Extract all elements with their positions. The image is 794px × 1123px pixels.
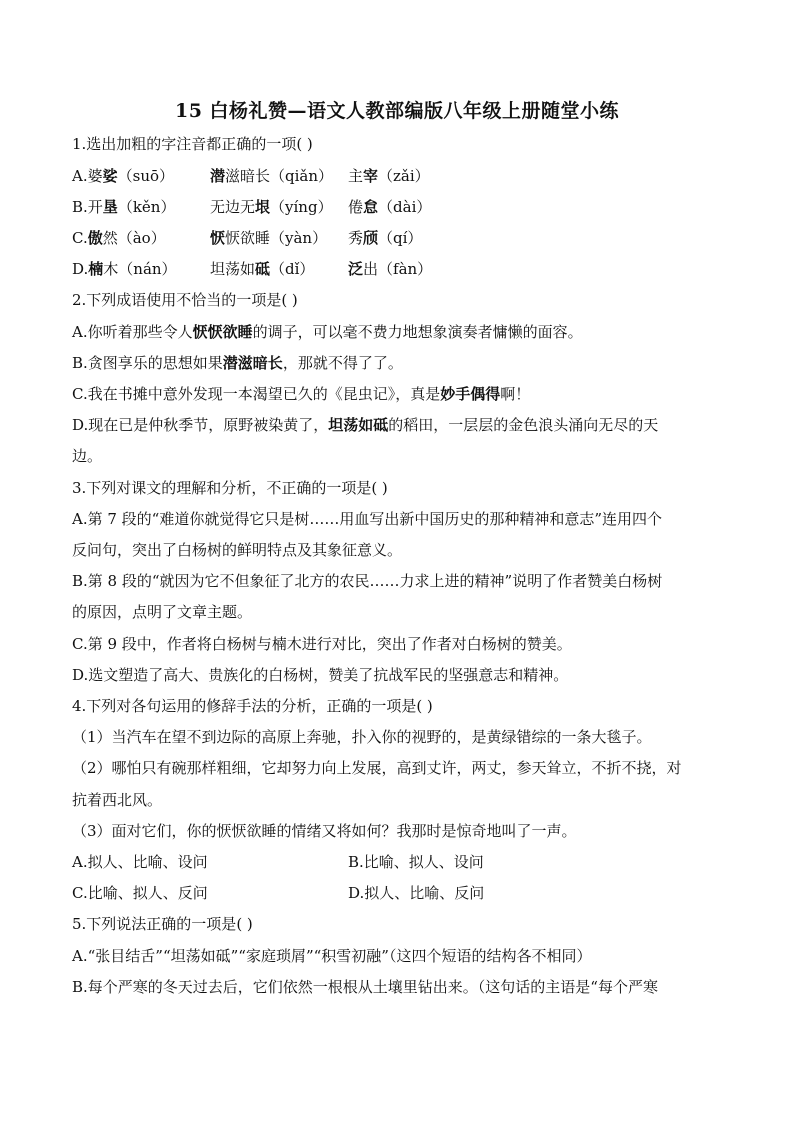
q3-option-a-continued: 反问句，突出了白杨树的鲜明特点及其象征意义。 <box>72 541 403 559</box>
q5-stem: 5.下列说法正确的一项是( ) <box>72 915 253 933</box>
q1-option-row-d: D.楠木（nán） 坦荡如砥（dǐ） 泛出（fàn） <box>72 260 433 278</box>
q4-sentence-3: （3）面对它们，你的恹恹欲睡的情绪又将如何？我那时是惊奇地叫了一声。 <box>72 822 577 840</box>
q3-option-a: A.第 7 段的“难道你就觉得它只是树……用血写出新中国历史的那种精神和意志”连用四个 <box>72 510 663 528</box>
q4-option-a: A.拟人、比喻、设问 <box>72 853 208 871</box>
q1-option-row-c: C.傲然（ào） 恹恹欲睡（yàn） 秀颀（qí） <box>72 229 423 247</box>
page-title: 15 白杨礼赞—语文人教部编版八年级上册随堂小练 <box>174 100 620 122</box>
q3-option-c: C.第 9 段中，作者将白杨树与楠木进行对比，突出了作者对白杨树的赞美。 <box>72 635 572 653</box>
q4-sentence-2: （2）哪怕只有碗那样粗细，它却努力向上发展，高到丈许，两丈，参天耸立，不折不挠，对 <box>72 759 682 777</box>
q5-option-a: A.“张目结舌”“坦荡如砥”“家庭琐屑”“积雪初融”（这四个短语的结构各不相同） <box>72 947 592 965</box>
q2-stem: 2.下列成语使用不恰当的一项是( ) <box>72 291 298 309</box>
q4-stem: 4.下列对各句运用的修辞手法的分析，正确的一项是( ) <box>72 697 433 715</box>
q3-option-b-continued: 的原因，点明了文章主题。 <box>72 603 253 621</box>
q4-option-d: D.拟人、比喻、反问 <box>348 884 485 902</box>
q3-stem: 3.下列对课文的理解和分析，不正确的一项是( ) <box>72 479 388 497</box>
q3-option-b: B.第 8 段的“就因为它不但象征了北方的农民……力求上进的精神”说明了作者赞美白杨树 <box>72 572 663 590</box>
q2-option-b: B.贪图享乐的思想如果潜滋暗长，那就不得了了。 <box>72 354 403 372</box>
q2-option-c: C.我在书摊中意外发现一本渴望已久的《昆虫记》，真是妙手偶得啊！ <box>72 385 531 403</box>
q1-option-row-b: B.开垦（kěn） 无边无垠（yíng） 倦怠（dài） <box>72 198 432 216</box>
q2-option-a: A.你听着那些令人恹恹欲睡的调子，可以毫不费力地想象演奏者慵懒的面容。 <box>72 323 583 341</box>
q3-option-d: D.选文塑造了高大、贵族化的白杨树，赞美了抗战军民的坚强意志和精神。 <box>72 666 569 684</box>
q1-stem: 1.选出加粗的字注音都正确的一项( ) <box>72 135 313 153</box>
q5-option-b: B.每个严寒的冬天过去后，它们依然一根根从土壤里钻出来。（这句话的主语是“每个严寒 <box>72 978 658 996</box>
q4-sentence-2-continued: 抗着西北风。 <box>72 791 163 809</box>
q1-option-row-a: A.婆娑（suō） 潜滋暗长（qiǎn） 主宰（zǎi） <box>72 167 430 185</box>
q4-options-ab <box>72 852 484 872</box>
q4-option-b: B.比喻、拟人、设问 <box>348 853 484 871</box>
q2-option-d-continued: 边。 <box>72 447 103 465</box>
q2-option-d: D.现在已是仲秋季节，原野被染黄了，坦荡如砥的稻田，一层层的金色浪头涌向无尽的天 <box>72 416 659 434</box>
q4-sentence-1: （1）当汽车在望不到边际的高原上奔驰，扑入你的视野的，是黄绿错综的一条大毯子。 <box>72 728 652 746</box>
q4-options-cd <box>72 883 484 903</box>
q4-option-c: C.比喻、拟人、反问 <box>72 884 208 902</box>
